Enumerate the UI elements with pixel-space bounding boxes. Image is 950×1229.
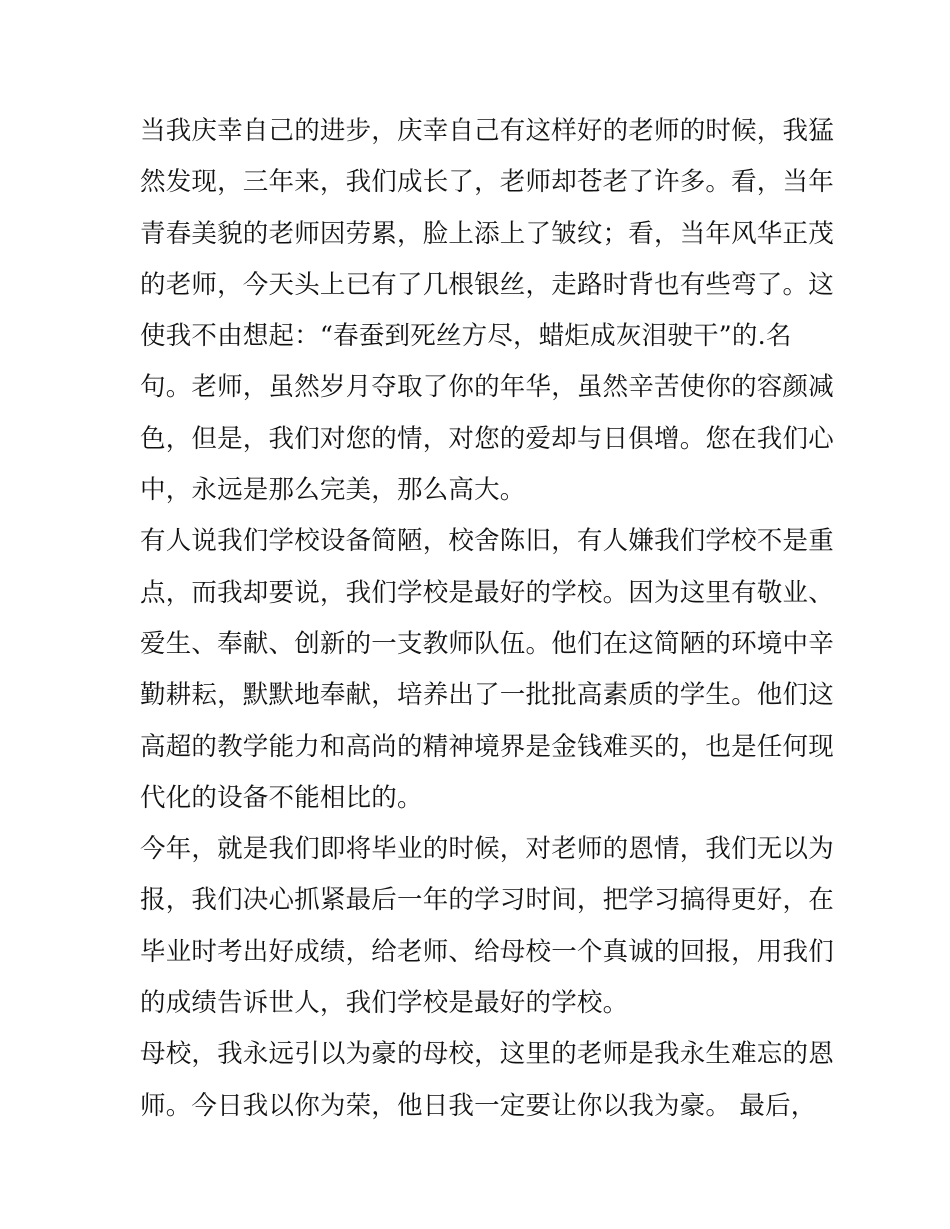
text-line: 使我不由想起：“春蚕到死丝方尽，蜡炬成灰泪驶干”的.名 — [140, 321, 792, 352]
document-body — [140, 106, 834, 1132]
text-line: 爱生、奉献、创新的一支教师队伍。他们在这简陋的环境中辛 — [140, 628, 834, 659]
text-line: 的成绩告诉世人，我们学校是最好的学校。 — [140, 988, 629, 1019]
text-line: 色，但是，我们对您的情，对您的爱却与日俱增。您在我们心 — [140, 423, 834, 454]
text-line: 今年，就是我们即将毕业的时候，对老师的恩情，我们无以为 — [140, 834, 834, 865]
text-line: 有人说我们学校设备简陋，校舍陈旧，有人嫌我们学校不是重 — [140, 526, 834, 557]
text-line: 当我庆幸自己的进步，庆幸自己有这样好的老师的时候，我猛 — [140, 116, 834, 146]
text-line: 毕业时考出好成绩，给老师、给母校一个真诚的回报，用我们 — [140, 936, 834, 967]
text-line: 的老师，今天头上已有了几根银丝，走路时背也有些弯了。这 — [140, 269, 834, 300]
text-line: 高超的教学能力和高尚的精神境界是金钱难买的，也是任何现 — [140, 731, 834, 762]
text-line: 代化的设备不能相比的。 — [140, 782, 423, 813]
text-line: 勤耕耘，默默地奉献，培养出了一批批高素质的学生。他们这 — [140, 680, 834, 711]
text-line: 青春美貌的老师因劳累，脸上添上了皱纹；看，当年风华正茂 — [140, 218, 834, 249]
text-line: 中，永远是那么完美，那么高大。 — [140, 475, 526, 506]
text-line: 然发现，三年来，我们成长了，老师却苍老了许多。看，当年 — [140, 167, 834, 198]
text-line: 师。今日我以你为荣，他日我一定要让你以我为豪。 最后， — [140, 1090, 817, 1121]
text-line: 点，而我却要说，我们学校是最好的学校。因为这里有敬业、 — [140, 577, 834, 608]
text-line: 报，我们决心抓紧最后一年的学习时间，把学习搞得更好，在 — [140, 885, 834, 916]
text-line: 母校，我永远引以为豪的母校，这里的老师是我永生难忘的恩 — [140, 1039, 834, 1070]
text-line: 句。老师，虽然岁月夺取了你的年华，虽然辛苦使你的容颜减 — [140, 372, 834, 403]
